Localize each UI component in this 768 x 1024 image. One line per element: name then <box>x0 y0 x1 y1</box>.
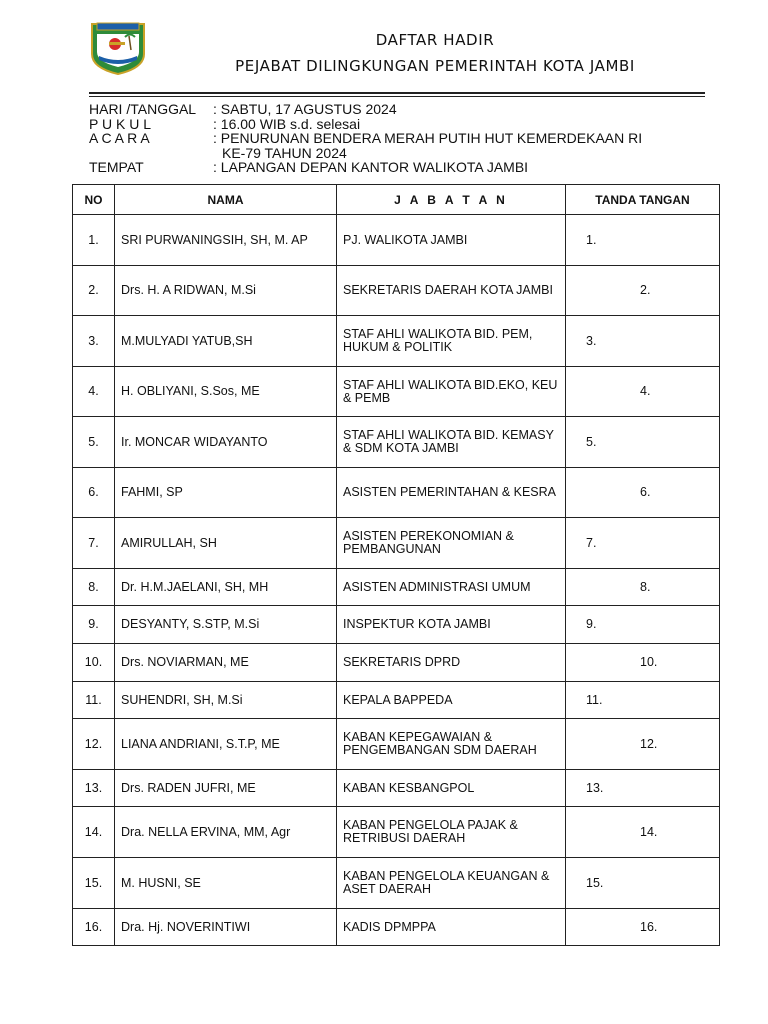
row-jabatan: SEKRETARIS DPRD <box>337 644 566 682</box>
acara-value: : PENURUNAN BENDERA MERAH PUTIH HUT KEMERDEKAAN RI <box>213 130 643 146</box>
row-number: 1. <box>73 215 115 266</box>
signature-number: 1. <box>586 232 597 247</box>
row-tanda-tangan[interactable] <box>566 316 720 367</box>
header-jabatan: J A B A T A N <box>337 185 566 215</box>
row-jabatan: KEPALA BAPPEDA <box>337 682 566 719</box>
header-tanda-tangan: TANDA TANGAN <box>566 185 720 215</box>
row-number: 12. <box>73 719 115 770</box>
row-nama: Drs. RADEN JUFRI, ME <box>115 770 337 807</box>
table-row <box>73 215 720 266</box>
row-jabatan: KABAN KEPEGAWAIAN & PENGEMBANGAN SDM DAERAH <box>337 719 566 770</box>
row-number: 10. <box>73 644 115 682</box>
row-tanda-tangan[interactable] <box>566 719 720 770</box>
row-nama: Dra. NELLA ERVINA, MM, Agr <box>115 807 337 858</box>
tempat-label: TEMPAT <box>89 159 144 175</box>
table-row <box>73 468 720 518</box>
row-nama: Dr. H.M.JAELANI, SH, MH <box>115 569 337 606</box>
row-jabatan: SEKRETARIS DAERAH KOTA JAMBI <box>337 266 566 316</box>
pukul-value: : 16.00 WIB s.d. selesai <box>213 115 361 132</box>
table-row <box>73 858 720 909</box>
info-row-tempat <box>89 160 642 175</box>
row-nama: H. OBLIYANI, S.Sos, ME <box>115 367 337 417</box>
info-row-hari <box>89 102 642 117</box>
row-number: 15. <box>73 858 115 909</box>
row-tanda-tangan[interactable] <box>566 518 720 569</box>
table-header-row <box>73 185 720 215</box>
row-tanda-tangan[interactable] <box>566 682 720 719</box>
table-row <box>73 316 720 367</box>
row-number: 2. <box>73 266 115 316</box>
row-number: 4. <box>73 367 115 417</box>
row-number: 3. <box>73 316 115 367</box>
row-tanda-tangan[interactable] <box>566 770 720 807</box>
attendance-table <box>72 184 720 946</box>
table-row <box>73 417 720 468</box>
acara-value-continued: KE-79 TAHUN 2024 <box>222 144 347 161</box>
row-nama: AMIRULLAH, SH <box>115 518 337 569</box>
row-number: 8. <box>73 569 115 606</box>
header-no: NO <box>73 185 115 215</box>
row-number: 7. <box>73 518 115 569</box>
row-number: 13. <box>73 770 115 807</box>
table-row <box>73 569 720 606</box>
signature-number: 13. <box>586 780 604 795</box>
row-nama: M.MULYADI YATUB,SH <box>115 316 337 367</box>
header-divider-thin <box>89 96 705 97</box>
row-nama: M. HUSNI, SE <box>115 858 337 909</box>
header-nama: NAMA <box>115 185 337 215</box>
row-nama: SUHENDRI, SH, M.Si <box>115 682 337 719</box>
row-tanda-tangan[interactable] <box>566 215 720 266</box>
pukul-label: P U K U L <box>89 115 151 132</box>
row-nama: SRI PURWANINGSIH, SH, M. AP <box>115 215 337 266</box>
row-jabatan: KABAN KESBANGPOL <box>337 770 566 807</box>
row-tanda-tangan[interactable] <box>566 606 720 644</box>
table-row <box>73 909 720 946</box>
document-title: DAFTAR HADIR <box>375 31 495 49</box>
signature-number: 7. <box>586 535 597 550</box>
table-row <box>73 770 720 807</box>
row-jabatan: KABAN PENGELOLA PAJAK & RETRIBUSI DAERAH <box>337 807 566 858</box>
row-number: 14. <box>73 807 115 858</box>
table-row <box>73 518 720 569</box>
row-tanda-tangan[interactable] <box>566 858 720 909</box>
row-nama: Drs. NOVIARMAN, ME <box>115 644 337 682</box>
table-row <box>73 807 720 858</box>
table-row <box>73 266 720 316</box>
row-number: 11. <box>73 682 115 719</box>
row-tanda-tangan[interactable] <box>566 644 720 682</box>
row-tanda-tangan[interactable] <box>566 266 720 316</box>
document-subtitle: PEJABAT DILINGKUNGAN PEMERINTAH KOTA JAMBI <box>235 57 635 75</box>
row-tanda-tangan[interactable] <box>566 367 720 417</box>
row-nama: LIANA ANDRIANI, S.T.P, ME <box>115 719 337 770</box>
row-tanda-tangan[interactable] <box>566 417 720 468</box>
row-tanda-tangan[interactable] <box>566 569 720 606</box>
row-tanda-tangan[interactable] <box>566 468 720 518</box>
row-jabatan: STAF AHLI WALIKOTA BID.EKO, KEU & PEMB <box>337 367 566 417</box>
signature-number: 5. <box>586 434 597 449</box>
signature-number: 12. <box>640 736 658 751</box>
kota-jambi-logo <box>89 20 147 76</box>
signature-number: 14. <box>640 824 658 839</box>
signature-number: 10. <box>640 655 658 669</box>
hari-label: HARI /TANGGAL <box>89 101 197 117</box>
row-jabatan: ASISTEN ADMINISTRASI UMUM <box>337 569 566 606</box>
row-nama: Ir. MONCAR WIDAYANTO <box>115 417 337 468</box>
row-jabatan: STAF AHLI WALIKOTA BID. KEMASY & SDM KOTA JAMBI <box>337 417 566 468</box>
signature-number: 9. <box>586 617 597 631</box>
tempat-value: : LAPANGAN DEPAN KANTOR WALIKOTA JAMBI <box>213 159 529 175</box>
signature-number: 2. <box>640 283 651 297</box>
signature-number: 16. <box>640 919 658 934</box>
row-jabatan: KADIS DPMPPA <box>337 909 566 946</box>
row-tanda-tangan[interactable] <box>566 909 720 946</box>
row-nama: DESYANTY, S.STP, M.Si <box>115 606 337 644</box>
row-jabatan: ASISTEN PEMERINTAHAN & KESRA <box>337 468 566 518</box>
signature-number: 8. <box>640 579 651 594</box>
row-jabatan: ASISTEN PEREKONOMIAN & PEMBANGUNAN <box>337 518 566 569</box>
table-row <box>73 367 720 417</box>
row-number: 16. <box>73 909 115 946</box>
table-row <box>73 719 720 770</box>
signature-number: 15. <box>586 875 604 890</box>
row-number: 9. <box>73 606 115 644</box>
table-row <box>73 644 720 682</box>
info-row-pukul <box>89 117 642 132</box>
row-number: 6. <box>73 468 115 518</box>
table-row <box>73 682 720 719</box>
signature-number: 3. <box>586 333 597 348</box>
row-tanda-tangan[interactable] <box>566 807 720 858</box>
row-jabatan: INSPEKTUR KOTA JAMBI <box>337 606 566 644</box>
row-jabatan: STAF AHLI WALIKOTA BID. PEM, HUKUM & POLITIK <box>337 316 566 367</box>
signature-number: 11. <box>586 692 603 707</box>
row-number: 5. <box>73 417 115 468</box>
row-jabatan: PJ. WALIKOTA JAMBI <box>337 215 566 266</box>
row-nama: FAHMI, SP <box>115 468 337 518</box>
header-divider <box>89 92 705 94</box>
hari-value: : SABTU, 17 AGUSTUS 2024 <box>213 101 397 117</box>
acara-label: A C A R A <box>89 130 150 146</box>
signature-number: 4. <box>640 384 651 398</box>
table-row <box>73 606 720 644</box>
row-nama: Dra. Hj. NOVERINTIWI <box>115 909 337 946</box>
info-row-acara <box>89 131 642 146</box>
signature-number: 6. <box>640 485 651 499</box>
row-nama: Drs. H. A RIDWAN, M.Si <box>115 266 337 316</box>
row-jabatan: KABAN PENGELOLA KEUANGAN & ASET DAERAH <box>337 858 566 909</box>
event-info <box>89 102 642 175</box>
